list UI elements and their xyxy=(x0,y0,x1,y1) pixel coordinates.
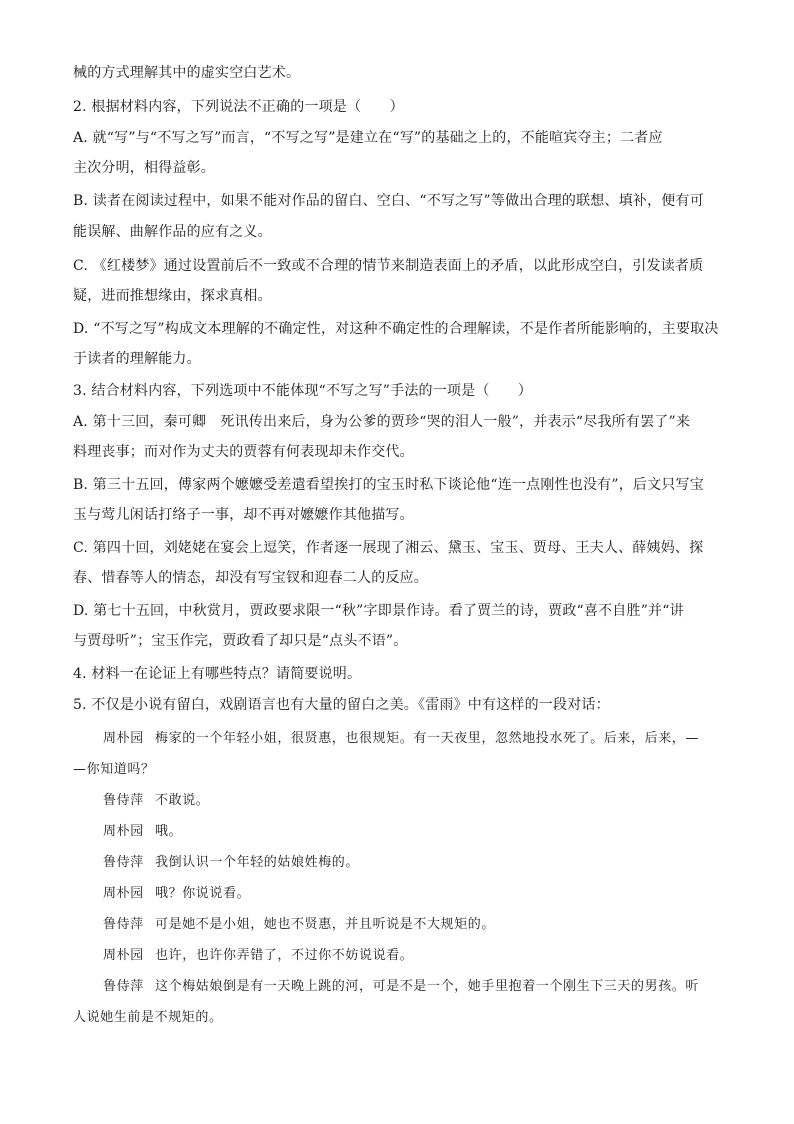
dialogue-continuation: 人说她生前是不规矩的。 xyxy=(73,1010,223,1025)
question-2-option-d-line-2: 于读者的理解能力。 xyxy=(73,351,201,367)
intro-tail-text: 械的方式理解其中的虚实空白艺术。 xyxy=(73,65,301,81)
question-2-option-d-line-1: D. “不写之写”构成文本理解的不确定性，对这种不确定性的合理解读，不是作者所能影响的，主要取决 xyxy=(73,321,719,337)
dialogue-text: 不敢说。 xyxy=(155,793,210,808)
dialogue-line xyxy=(103,946,723,966)
dialogue-speaker: 周朴园 xyxy=(103,731,144,746)
dialogue-speaker: 鲁侍萍 xyxy=(103,855,144,870)
dialogue-speaker: 周朴园 xyxy=(103,948,144,963)
question-2-option-a-line-2: 主次分明，相得益彰。 xyxy=(73,160,215,176)
question-3-option-d-line-2: 与贾母听”；宝玉作完，贾政看了却只是“点头不语”。 xyxy=(73,633,408,649)
question-2-option-c-line-1: C. 《红楼梦》通过设置前后不一致或不合理的情节来制造表面上的矛盾，以此形成空白，引发读者质 xyxy=(73,258,704,274)
dialogue-line xyxy=(103,915,723,935)
dialogue-continuation: —你知道吗？ xyxy=(73,762,155,777)
question-5-stem: 5. 不仅是小说有留白，戏剧语言也有大量的留白之美。《雷雨》中有这样的一段对话： xyxy=(73,697,610,713)
question-2-stem: 2. 根据材料内容，下列说法不正确的一项是（ ） xyxy=(73,99,404,115)
dialogue-speaker: 鲁侍萍 xyxy=(103,917,144,932)
question-3-option-a-line-2: 料理丧事；而对作为丈夫的贾蓉有何表现却未作交代。 xyxy=(73,444,414,460)
dialogue-line xyxy=(103,791,723,811)
dialogue-text: 我倒认识一个年轻的姑娘姓梅的。 xyxy=(155,855,360,870)
dialogue-speaker: 周朴园 xyxy=(103,824,144,839)
question-3-option-c-line-2: 春、惜春等人的情态，却没有写宝钗和迎春二人的反应。 xyxy=(73,570,428,586)
dialogue-speaker: 周朴园 xyxy=(103,886,144,901)
question-3-option-b-line-1: B. 第三十五回，傅家两个嬷嬷受差遣看望挨打的宝玉时私下谈论他“连一点刚性也没有”，后文只写宝 xyxy=(73,477,704,493)
dialogue-line xyxy=(103,977,723,997)
dialogue-line xyxy=(103,822,723,842)
question-2-option-a-line-1: A. 就“写”与“不写之写”而言，“不写之写”是建立在“写”的基础之上的，不能喧宾夺主；二者应 xyxy=(73,130,663,146)
question-3-stem: 3. 结合材料内容，下列选项中不能体现“不写之写”手法的一项是（ ） xyxy=(73,383,533,399)
dialogue-line xyxy=(103,884,723,904)
dialogue-line xyxy=(103,729,723,749)
dialogue-speaker: 鲁侍萍 xyxy=(103,793,144,808)
question-2-option-c-line-2: 疑，进而推想缘由，探求真相。 xyxy=(73,288,272,304)
question-3-option-a-line-1: A. 第十三回，秦可卿 死讯传出来后，身为公爹的贾珍“哭的泪人一般”，并表示“尽我所有罢了”来 xyxy=(73,414,691,430)
dialogue-text: 也许，也许你弄错了，不过你不妨说说看。 xyxy=(155,948,414,963)
dialogue-line xyxy=(103,853,723,873)
dialogue-text: 哦。 xyxy=(155,824,183,839)
dialogue-speaker: 鲁侍萍 xyxy=(103,979,144,994)
dialogue-text: 可是她不是小姐，她也不贤惠，并且听说是不大规矩的。 xyxy=(155,917,496,932)
dialogue-text: 这个梅姑娘倒是有一天晚上跳的河，可是不是一个，她手里抱着一个刚生下三天的男孩。听 xyxy=(155,979,700,994)
dialogue-text: 哦？你说说看。 xyxy=(155,886,251,901)
question-4-stem: 4. 材料一在论证上有哪些特点？请简要说明。 xyxy=(73,666,362,682)
question-3-option-d-line-1: D. 第七十五回，中秋赏月，贾政要求限一“秋”字即景作诗。看了贾兰的诗，贾政“喜不自胜”并“讲 xyxy=(73,603,684,619)
question-2-option-b-line-2: 能误解、曲解作品的应有之义。 xyxy=(73,224,272,240)
question-3-option-c-line-1: C. 第四十回，刘姥姥在宴会上逗笑，作者逐一展现了湘云、黛玉、宝玉、贾母、王夫人、薛姨妈、探 xyxy=(73,540,704,556)
question-2-option-b-line-1: B. 读者在阅读过程中，如果不能对作品的留白、空白、“不写之写”等做出合理的联想、填补，便有可 xyxy=(73,193,704,209)
dialogue-text: 梅家的一个年轻小姐，很贤惠，也很规矩。有一天夜里，忽然地投水死了。后来，后来，— xyxy=(155,731,700,746)
question-3-option-b-line-2: 玉与莺儿闲话打络子一事，却不再对嬷嬷作其他描写。 xyxy=(73,507,414,523)
